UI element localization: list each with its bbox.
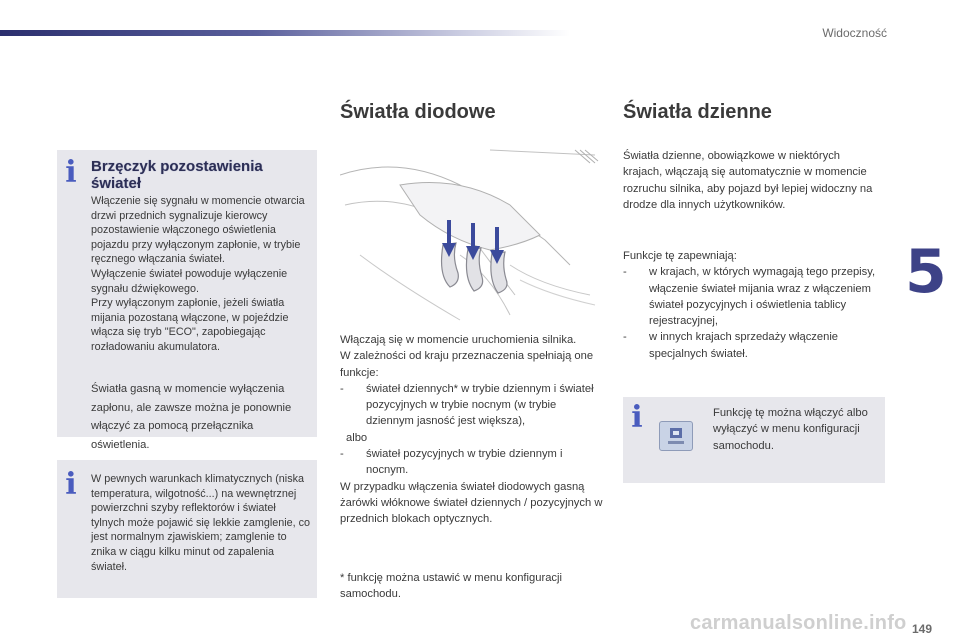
drl-intro: Światła dzienne, obowiązkowe w niektórych krajach, włączają się automatycznie w momencie rozruchu silnika, aby pojazd był lepiej widoczny na drodze dla innych użytkowników. [623,150,873,211]
reminder-body: Włączenie się sygnału w momencie otwarcia drzwi przednich sygnalizuje kierowcy pozostawienie włączonego oświetlenia pojazdu przy wyłączonym zapłonie, w trybie ręcznego włączania świateł. Wyłączenie świateł powoduje wyłączenie sygnału dźwiękowego. Przy wyłączonym zapłonie, jeżeli światła mijania pozostaną włączone, w pojeździe włącza się tryb "ECO", zapobiegając rozładowaniu akumulatora. [91,195,305,353]
info-icon: i [631,400,643,435]
drl-info-text: Funkcję tę można włączyć albo wyłączyć w menu konfiguracji samochodu. [713,407,868,452]
led-text [340,332,605,528]
section-name: Widoczność [822,26,887,40]
drl-lead: Funkcje tę zapewniają: [623,250,737,262]
page-number: 149 [912,622,933,636]
led-footnote: * funkcję można ustawić w menu konfiguracji samochodu. [340,572,562,601]
drl-item: - w innych krajach sprzedaży włączenie specjalnych świateł. [623,331,839,360]
led-item: - świateł dziennych* w trybie dziennym i świateł pozycyjnych w trybie nocnym (w trybie dziennym jasność jest większa), [340,382,594,428]
headlight-illustration [340,145,602,325]
info-icon: i [65,467,77,502]
drl-item: - w krajach, w których wymagają tego przepisy, włączenie świateł mijania wraz z włączeniem świateł pozycyjnych i oświetlenia tablicy rejestracyjnej, [623,266,876,328]
reminder-extra: Światła gasną w momencie wyłączenia zapłonu, ale zawsze można je ponownie włączyć za pomocą przełącznika oświetlenia. [91,383,292,451]
reminder-title: Brzęczyk pozostawienia świateł [91,158,263,192]
fog-note-box [57,460,317,598]
header-gradient-bar [0,30,570,36]
chapter-number: 5 [905,237,947,307]
headlight-drawing [340,145,602,325]
led-item: - świateł pozycyjnych w trybie dziennym i nocnym. [340,448,563,477]
led-item: albo [346,431,368,444]
led-body-1: Włączają się w momencie uruchomienia silnika. [340,334,577,346]
settings-menu-icon [659,421,693,451]
fog-note-body: W pewnych warunkach klimatycznych (niska temperatura, wilgotność...) na wewnętrznej powierzchni szyby reflektorów i świateł tylnych może pojawić się lekkie zamglenie, co jest normalnym zjawiskiem; zamglenie to znika w ciągu kilku minut od zapalenia świateł. [91,473,311,573]
led-body-2: W zależności od kraju przeznaczenia spełniają one funkcje: [340,350,594,379]
reminder-box [57,150,317,451]
watermark-text: carmanualsonline.info [690,612,907,634]
drl-info-box [623,397,885,483]
led-title: Światła diodowe [340,101,496,123]
drl-functions [623,248,878,362]
led-after: W przypadku włączenia świateł diodowych gasną żarówki włóknowe świateł dziennych / pozycyjnych w przednich blokach optycznych. [340,480,603,526]
drl-title: Światła dzienne [623,101,772,123]
info-icon: i [65,155,77,190]
